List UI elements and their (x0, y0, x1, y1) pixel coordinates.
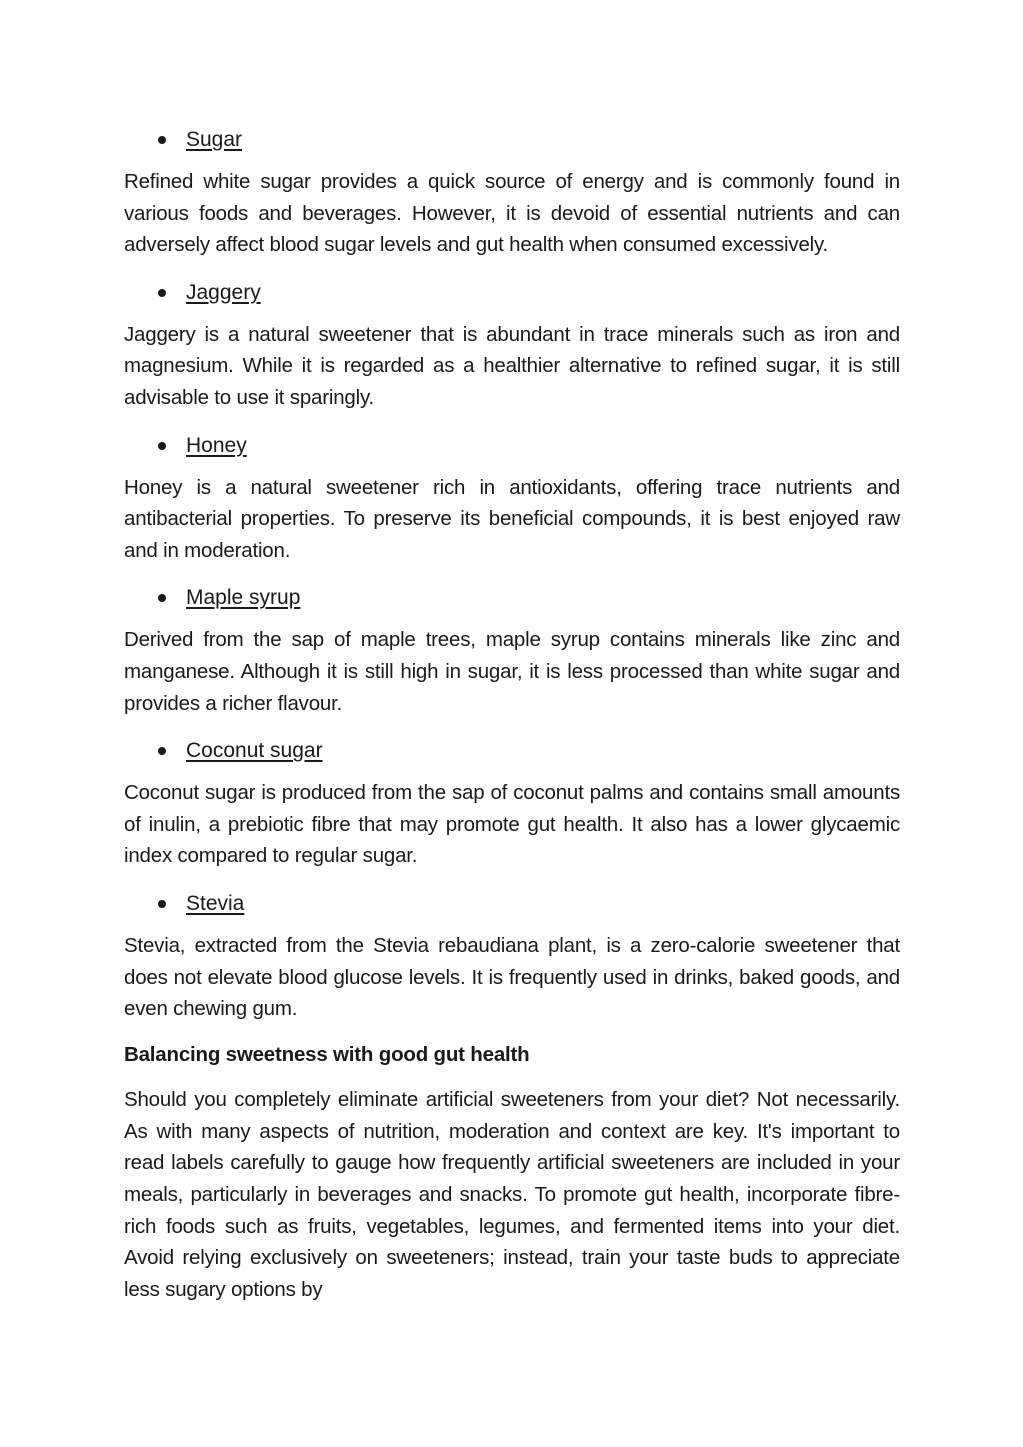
section-body: Coconut sugar is produced from the sap of coconut palms and contains small amounts of inulin, a prebiotic fibre that may promote gut health. It also has a lower glycaemic index compared to regular sugar. (124, 781, 900, 868)
section-body: Stevia, extracted from the Stevia rebaudiana plant, is a zero-calorie sweetener that does not elevate blood glucose levels. It is frequently used in drinks, baked goods, and even chewing gum. (124, 933, 900, 1021)
list-item-stevia (124, 886, 900, 922)
bullet-icon (158, 594, 166, 602)
list-item-coconut-sugar (124, 733, 900, 769)
section-body: Refined white sugar provides a quick source of energy and is commonly found in various foods and beverages. However, it is devoid of essential nutrients and can adversely affect blood sugar levels and gut health when consumed excessively. (124, 170, 900, 257)
list-item-honey (124, 428, 900, 464)
bullet-icon (158, 747, 166, 755)
section-title: Maple syrup (186, 586, 301, 610)
section-title: Stevia (186, 891, 245, 915)
bullet-icon (158, 289, 166, 297)
bullet-icon (158, 900, 166, 908)
section-body: Derived from the sap of maple trees, maple syrup contains minerals like zinc and manganese. Although it is still high in sugar, it is less processed than white sugar and provides a richer flavour. (124, 628, 900, 715)
section-title: Sugar (186, 128, 243, 151)
section-body: Honey is a natural sweetener rich in antioxidants, offering trace nutrients and antibacterial properties. To preserve its beneficial compounds, it is best enjoyed raw and in moderation. (124, 475, 900, 562)
section-title: Honey (186, 433, 247, 457)
list-item-sugar (124, 122, 900, 158)
section-title: Jaggery (186, 280, 261, 304)
list-item-jaggery (124, 275, 900, 311)
bullet-icon (158, 442, 166, 450)
list-item-maple-syrup (124, 580, 900, 616)
balance-paragraph: Should you completely eliminate artificial sweeteners from your diet? Not necessarily. As with many aspects of nutrition, moderation and context are key. It's important to read labels carefully to gauge how frequently artificial sweeteners are included in your meals, particularly in beverages and snacks. To promote gut health, incorporate fibre-rich foods such as fruits, vegetables, legumes, and fermented items into your diet. Avoid relying exclusively on sweeteners; instead, train your taste buds to appreciate less sugary options by (124, 1088, 900, 1301)
section-body: Jaggery is a natural sweetener that is abundant in trace minerals such as iron and magnesium. While it is regarded as a healthier alternative to refined sugar, it is still advisable to use it sparingly. (124, 322, 900, 409)
document-page (124, 122, 900, 1319)
section-heading: Balancing sweetness with good gut health (124, 1042, 530, 1066)
bullet-icon (158, 136, 166, 144)
section-title: Coconut sugar (186, 739, 323, 763)
